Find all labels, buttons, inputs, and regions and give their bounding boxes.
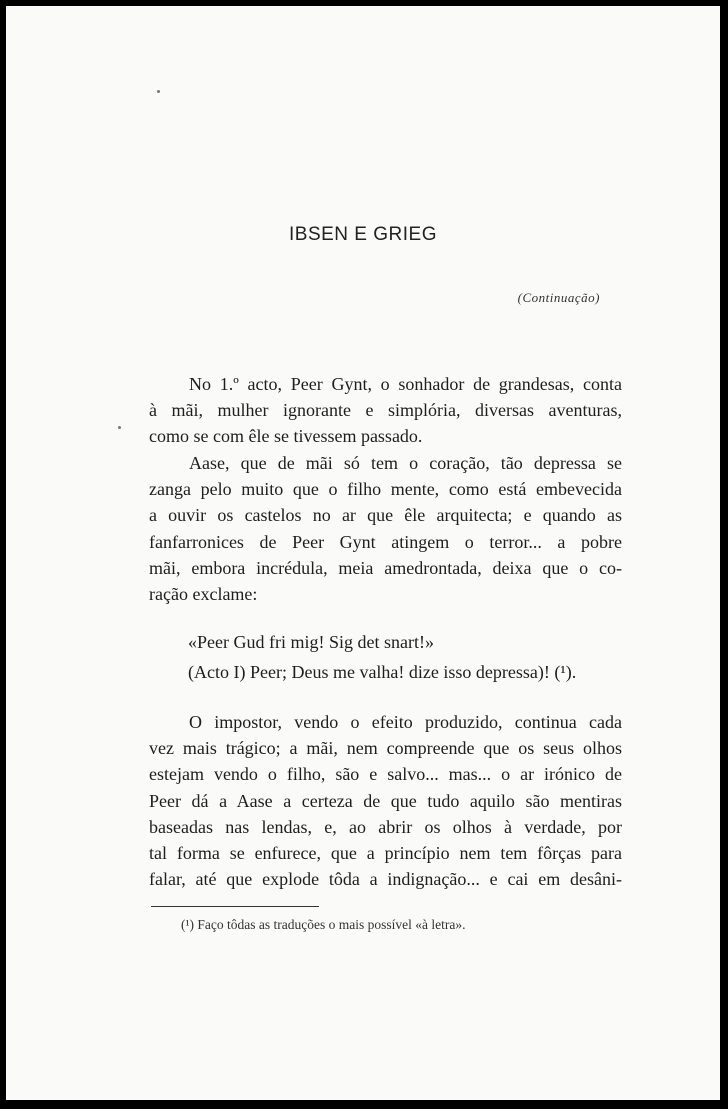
paragraph-1 [149, 371, 622, 450]
text-line: fanfarronices de Peer Gynt atingem o terror... a pobre [149, 531, 622, 552]
paragraph-2 [149, 450, 622, 607]
text-line: a ouvir os castelos no ar que êle arquitecta; e quando as [149, 505, 622, 526]
text-line: estejam vendo o filho, são e salvo... mas... o ar irónico de [149, 764, 622, 785]
footnote-rule [151, 906, 319, 907]
text-line: como se com êle se tivessem passado. [149, 426, 423, 447]
text-line: zanga pelo muito que o filho mente, como está embevecida [149, 479, 622, 500]
paper-speck [157, 90, 160, 93]
text-line: tal forma se enfurece, que a princípio nem tem fôrças para [149, 843, 622, 864]
text-line: ração exclame: [149, 584, 258, 605]
footnote: (¹) Faço tôdas as traduções o mais possível «à letra». [181, 917, 466, 932]
text-line: baseadas nas lendas, e, ao abrir os olhos à verdade, por [149, 816, 622, 837]
paragraph-3 [149, 709, 622, 892]
text-line: à mãi, mulher ignorante e simplória, diversas aventuras, [149, 400, 622, 421]
text-line: falar, até que explode tôda a indignação... e cai em desâni- [149, 869, 622, 890]
quote-translation: (Acto I) Peer; Deus me valha! dize isso depressa)! (¹). [188, 662, 577, 682]
text-line: O impostor, vendo o efeito produzido, continua cada [189, 712, 622, 732]
book-page [6, 6, 720, 1100]
text-line: No 1.º acto, Peer Gynt, o sonhador de grandesas, conta [189, 374, 622, 394]
quote-norwegian: «Peer Gud fri mig! Sig det snart!» [188, 632, 434, 652]
paper-speck [118, 426, 121, 429]
text-line: Peer dá a Aase a certeza de que tudo aquilo são mentiras [149, 790, 622, 811]
subtitle: (Continuação) [517, 290, 600, 305]
page-title: IBSEN E GRIEG [289, 224, 437, 245]
text-line: Aase, que de mãi só tem o coração, tão depressa se [189, 453, 622, 473]
text-line: mãi, embora incrédula, meia amedrontada, deixa que o co- [149, 557, 622, 578]
text-line: vez mais trágico; a mãi, nem compreende que os seus olhos [149, 738, 622, 759]
